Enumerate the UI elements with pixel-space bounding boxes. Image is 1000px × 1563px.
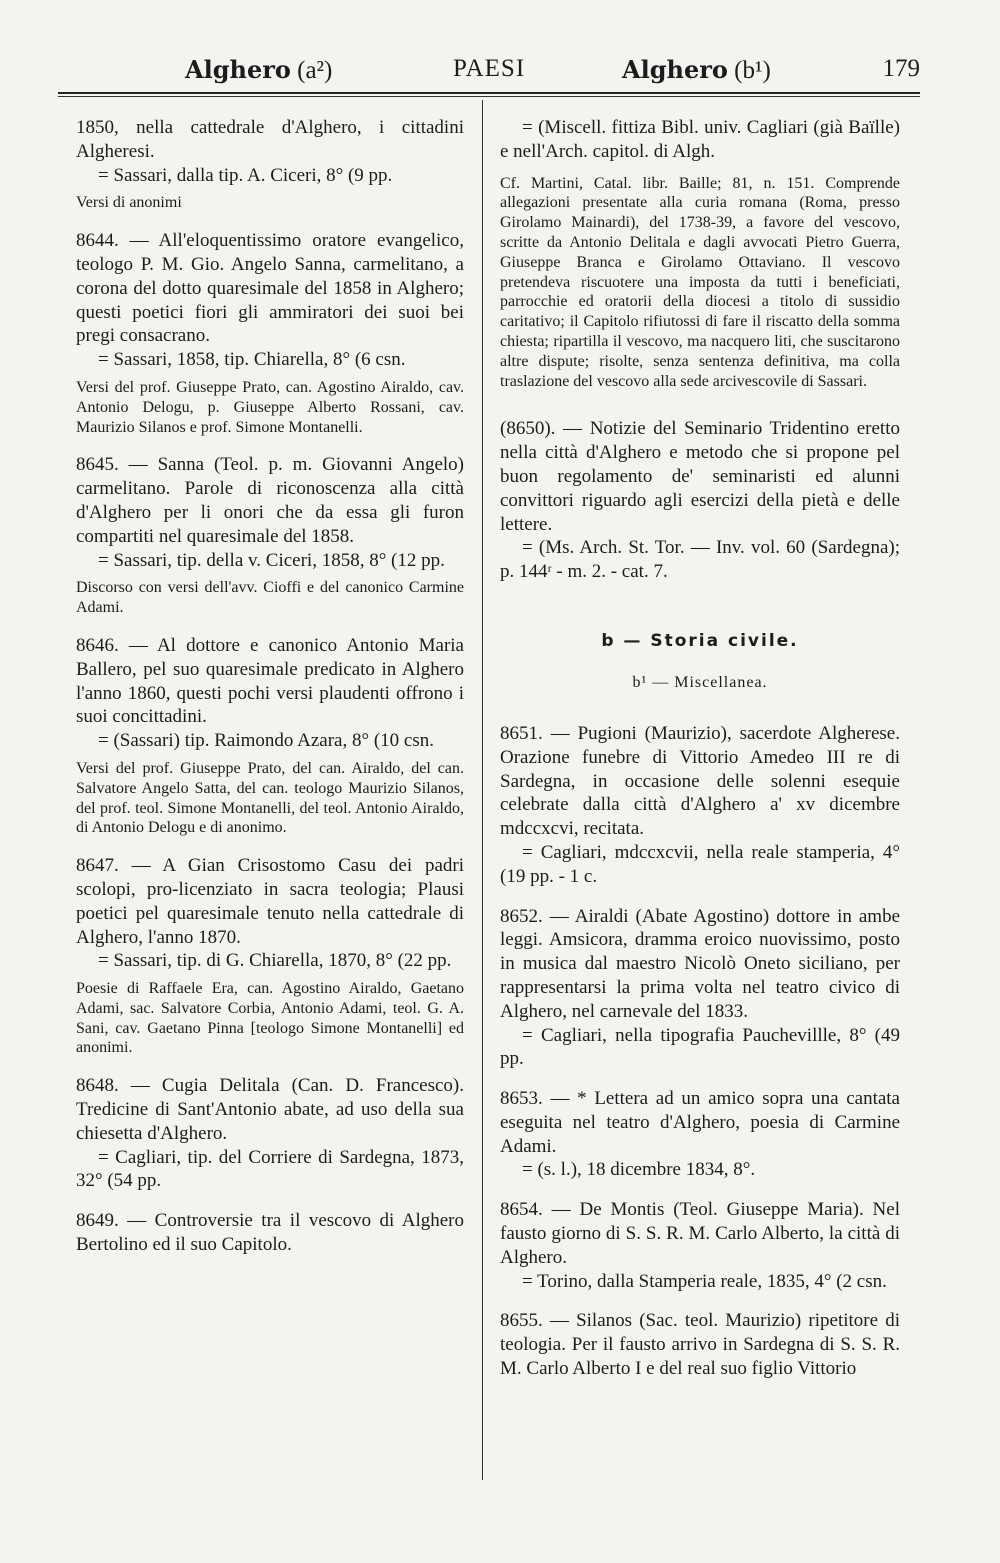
entry-8651: 8651. — Pugioni (Maurizio), sacerdote Algherese. Orazione funebre di Vittorio Amedeo III re di Sardegna, in occasione delle solenni esequie celebrate dalla città d'Alghero a' xv dicembre mdccxcvi, recitata. <box>500 722 900 840</box>
left-column <box>76 116 464 1257</box>
entry-8649: 8649. — Controversie tra il vescovo di Alghero Bertolino ed il suo Capitolo. <box>76 1210 464 1256</box>
entry-8648: 8648. — Cugia Delitala (Can. D. Francesco). Tredicine di Sant'Antonio abate, ad uso della sua chiesetta d'Alghero. <box>76 1075 464 1144</box>
entry-text: 1850, nella cattedrale d'Alghero, i cittadini Algheresi. <box>76 117 464 162</box>
entry-8646-publication: = (Sassari) tip. Raimondo Azara, 8° (10 csn. <box>98 730 434 752</box>
header-right <box>622 55 771 85</box>
header-left-code: (a²) <box>297 57 333 84</box>
column-divider <box>482 100 483 1480</box>
right-column <box>500 116 900 1381</box>
header-left-title: Alghero <box>185 55 291 84</box>
entry-8655: 8655. — Silanos (Sac. teol. Maurizio) ripetitore di teologia. Per il fausto arrivo in Sardegna di S. S. R. M. Carlo Alberto I e del real suo figlio Vittorio <box>500 1310 900 1380</box>
entry-8645-note: Discorso con versi dell'avv. Cioffi e del canonico Carmine Adami. <box>76 579 464 617</box>
entry-note: Versi di anonimi <box>76 194 182 212</box>
entry-8644: 8644. — All'eloquentissimo oratore evangelico, teologo P. M. Gio. Angelo Sanna, carmelitano, a corona del dotto quaresimale del 1858 in Alghero; questi poetici fiori gli ammiratori dei suoi bei pregi consacrano. <box>76 230 464 347</box>
entry-8644-publication: = Sassari, 1858, tip. Chiarella, 8° (6 csn. <box>98 349 406 371</box>
entry-8650: (8650). — Notizie del Seminario Tridentino eretto nella città d'Alghero e metodo che si propone pel buon regolamento de' seminaristi ed alunni convittori riguardo agli esercizi della pietà e delle lettere. <box>500 418 900 535</box>
entry-8649-note: Cf. Martini, Catal. libr. Baille; 81, n. 151. Comprende allegazioni presentate alla curia romana (Roma, presso Girolamo Mainardi), del 1738-39, a favore del vescovo, scritte da Antonio Delitala e dagli avvocati Pietro Guerra, Giuseppe Branca e Girolamo Ottaviano. Il vescovo pretendeva riscuotere una imposta da tutti i beneficiati, parrocchie ed oratorii della diocesi a titolo di sussidio caritativo; il Capitolo rifiutossi di fare il riscatto della somma chiesta; ripartilla il vescovo, ma nacquero liti, che suscitarono altre dispute; risolte, senza sentenza definitiva, ma colla traslazione del vescovo alla sede arcivescovile di Sassari. <box>500 174 900 390</box>
entry-8652: 8652. — Airaldi (Abate Agostino) dottore in ambe leggi. Amsicora, dramma eroico nuovissimo, posto in musica dal maestro Nicolò Oneto siciliano, per rappresentarsi la prima volta nel teatro civico di Alghero, nel carnevale del 1833. <box>500 905 900 1022</box>
entry-8648-publication: = Cagliari, tip. del Corriere di Sardegna, 1873, 32° (54 pp. <box>76 1146 464 1192</box>
entry-8647: 8647. — A Gian Crisostomo Casu dei padri scolopi, pro-licenziato in sacra teologia; Plausi poetici pel quaresimale tenuto nella cattedrale di Alghero, l'anno 1870. <box>76 855 464 948</box>
entry-publication: = Sassari, dalla tip. A. Ciceri, 8° (9 pp. <box>98 164 393 186</box>
header-right-code: (b¹) <box>734 57 771 84</box>
entry-8646-note: Versi del prof. Giuseppe Prato, del can. Airaldo, del can. Salvatore Angelo Satta, del can. teologo Maurizio Silanos, del prof. teol. Simone Montanelli, del teol. Antonio Airaldo, di Antonio Delogu e di anonimo. <box>76 759 464 837</box>
running-header <box>60 55 920 91</box>
entry-8653-publication: = (s. l.), 18 dicembre 1834, 8°. <box>522 1159 756 1181</box>
entry-8653: 8653. — * Lettera ad un amico sopra una cantata eseguita nel teatro d'Alghero, poesia di Carmine Adami. <box>500 1088 900 1157</box>
entry-8646: 8646. — Al dottore e canonico Antonio Maria Ballero, pel suo quaresimale predicato in Alghero l'anno 1860, questi pochi versi plaudenti offrono i suoi concittadini. <box>76 634 464 728</box>
header-left <box>185 55 332 85</box>
entry-8654-publication: = Torino, dalla Stamperia reale, 1835, 4° (2 csn. <box>522 1270 887 1292</box>
header-right-title: Alghero <box>622 55 728 84</box>
entry-8645-publication: = Sassari, tip. della v. Ciceri, 1858, 8° (12 pp. <box>98 549 445 571</box>
section-heading-b: b — Storia civile. <box>601 630 799 651</box>
entry-8647-note: Poesie di Raffaele Era, can. Agostino Airaldo, Gaetano Adami, sac. Salvatore Corbia, Antonio Adami, teol. G. A. Sani, cav. Gaetano Pinna [teologo Simone Montanelli] ed anonimi. <box>76 980 464 1057</box>
entry-8645: 8645. — Sanna (Teol. p. m. Giovanni Angelo) carmelitano. Parole di riconoscenza alla città d'Alghero per li onori che da essa gli furon compartiti nel quaresimale del 1858. <box>76 454 464 547</box>
entry-8654: 8654. — De Montis (Teol. Giuseppe Maria). Nel fausto giorno di S. S. R. M. Carlo Alberto, la città di Alghero. <box>500 1199 900 1268</box>
header-center: PAESI <box>453 55 526 82</box>
entry-8651-publication: = Cagliari, mdccxcvii, nella reale stamperia, 4° (19 pp. - 1 c. <box>500 841 900 887</box>
header-rule-thin <box>58 96 920 97</box>
entry-8652-publication: = Cagliari, nella tipografia Pauchevillle, 8° (49 pp. <box>500 1024 900 1070</box>
section-heading-b1: b¹ — Miscellanea. <box>632 673 768 691</box>
entry-8644-note: Versi del prof. Giuseppe Prato, can. Agostino Airaldo, cav. Antonio Delogu, p. Giuseppe Alberto Rossani, cav. Maurizio Silanos e prof. Simone Montanelli. <box>76 378 464 436</box>
header-rule <box>58 92 920 94</box>
page-number: 179 <box>882 55 920 82</box>
entry-8647-publication: = Sassari, tip. di G. Chiarella, 1870, 8° (22 pp. <box>98 950 452 972</box>
entry-8650-publication: = (Ms. Arch. St. Tor. — Inv. vol. 60 (Sardegna); p. 144ʳ - m. 2. - cat. 7. <box>500 537 900 583</box>
entry-8649-publication: = (Miscell. fittiza Bibl. univ. Cagliari (già Baïlle) e nell'Arch. capitol. di Algh. <box>500 117 900 162</box>
